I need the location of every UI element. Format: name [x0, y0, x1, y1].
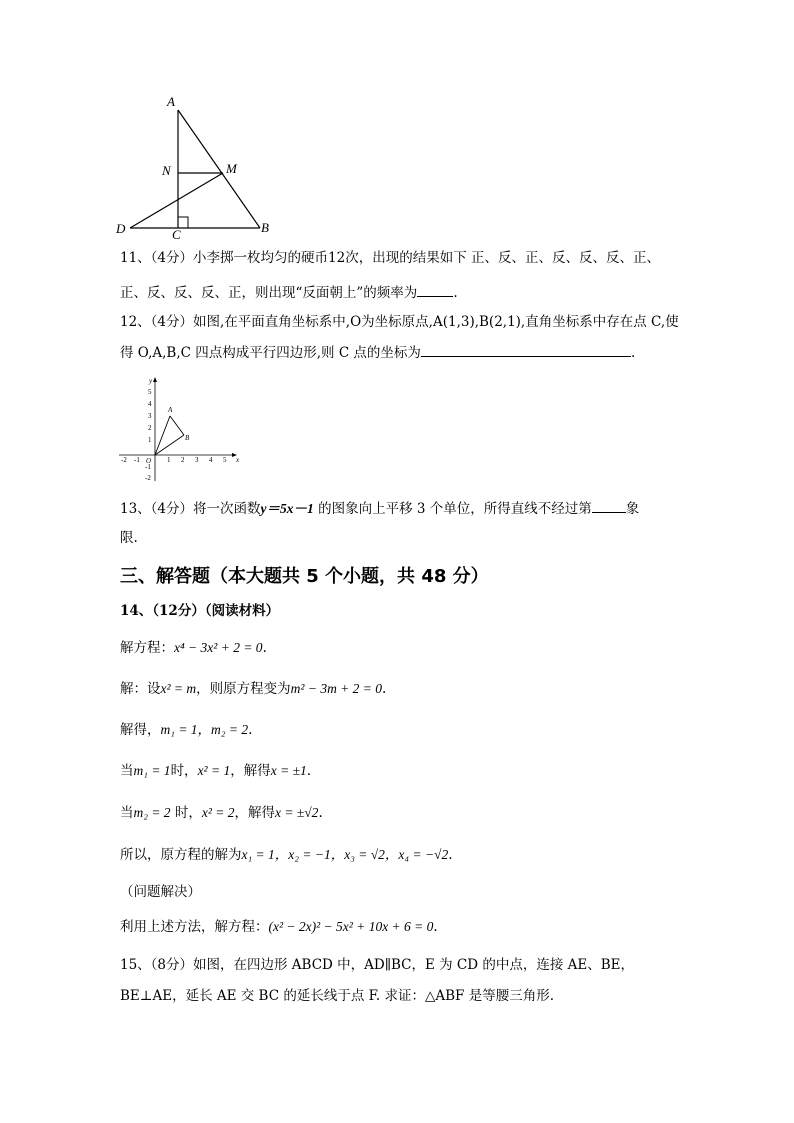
label-M: M	[226, 161, 237, 176]
q11-answer-blank[interactable]	[417, 282, 453, 297]
section-title: 三、解答题（本大题共 5 个小题，共 48 分）	[120, 566, 489, 587]
q14-line1: 解方程：x⁴ − 3x² + 2 = 0.	[120, 640, 267, 656]
q12-line2: 得 O,A,B,C 四点构成平行四边形,则 C 点的坐标为 .	[120, 342, 635, 363]
x-tick: 4	[209, 456, 213, 464]
label-D: D	[116, 221, 126, 236]
q13-line2: 限.	[120, 530, 138, 546]
q14-header: 14、（12分）（阅读材料）	[120, 603, 280, 619]
y-tick: 5	[148, 388, 152, 396]
x-tick: 1	[167, 456, 171, 464]
q11-line1: 11、（4分）小李掷一枚均匀的硬币12次，出现的结果如下 正、反、正、反、反、反、正、	[120, 250, 660, 266]
q11-line2: 正、反、反、反、正，则出现“反面朝上”的频率为 .	[120, 282, 458, 303]
x-tick: -1	[134, 456, 140, 464]
q14-line4: 当m₁ = 1时，x² = 1，解得x = ±1.	[120, 763, 312, 779]
q14-problem-header: （问题解决）	[120, 884, 201, 900]
triangle-figure	[110, 90, 280, 240]
label-C: C	[172, 227, 181, 240]
point-A-label: A	[168, 406, 173, 414]
label-N: N	[162, 163, 171, 178]
y-tick: 4	[148, 400, 152, 408]
q14-line3: 解得，m₁ = 1，m₂ = 2.	[120, 722, 253, 738]
x-tick: -2	[121, 456, 127, 464]
y-tick: 1	[148, 436, 152, 444]
x-tick: 5	[223, 456, 227, 464]
q14-line7: 利用上述方法，解方程：(x² − 2x)² − 5x² + 10x + 6 = 0.	[120, 919, 438, 935]
y-tick: -2	[145, 474, 151, 482]
y-tick: -1	[145, 463, 151, 471]
y-tick: 3	[148, 412, 152, 420]
q12-line1: 12、（4分）如图,在平面直角坐标系中,O为坐标原点,A(1,3),B(2,1),直角坐标系中存在点 C,使	[120, 314, 679, 330]
y-tick: 2	[148, 424, 152, 432]
q13-answer-blank[interactable]	[592, 498, 626, 513]
q13-line1: 13、（4分）将一次函数y＝5x－1 的图象向上平移 3 个单位，所得直线不经过第 象	[120, 498, 639, 519]
q12-answer-blank[interactable]	[421, 342, 631, 357]
q15-line2: BE⊥AE，延长 AE 交 BC 的延长线于点 F. 求证：△ABF 是等腰三角形.	[120, 988, 554, 1004]
x-tick: 2	[181, 456, 185, 464]
coordinate-figure	[115, 375, 245, 485]
q15-line1: 15、（8分）如图，在四边形 ABCD 中，AD∥BC，E 为 CD 的中点，连接 AE、BE，	[120, 957, 635, 973]
origin-label: O	[146, 457, 152, 465]
label-B: B	[261, 220, 269, 235]
x-tick: 3	[195, 456, 199, 464]
q14-line2: 解：设x² = m，则原方程变为m² − 3m + 2 = 0.	[120, 681, 387, 697]
q14-line5: 当m₂ = 2 时，x² = 2，解得x = ±√2.	[120, 805, 323, 821]
label-A: A	[167, 94, 175, 109]
y-axis-label: y	[149, 377, 153, 385]
x-axis-label: x	[236, 456, 240, 464]
point-B-label: B	[185, 434, 190, 442]
q14-line6: 所以，原方程的解为x₁ = 1，x₂ = −1，x₃ = √2，x₄ = −√2.	[120, 847, 453, 863]
